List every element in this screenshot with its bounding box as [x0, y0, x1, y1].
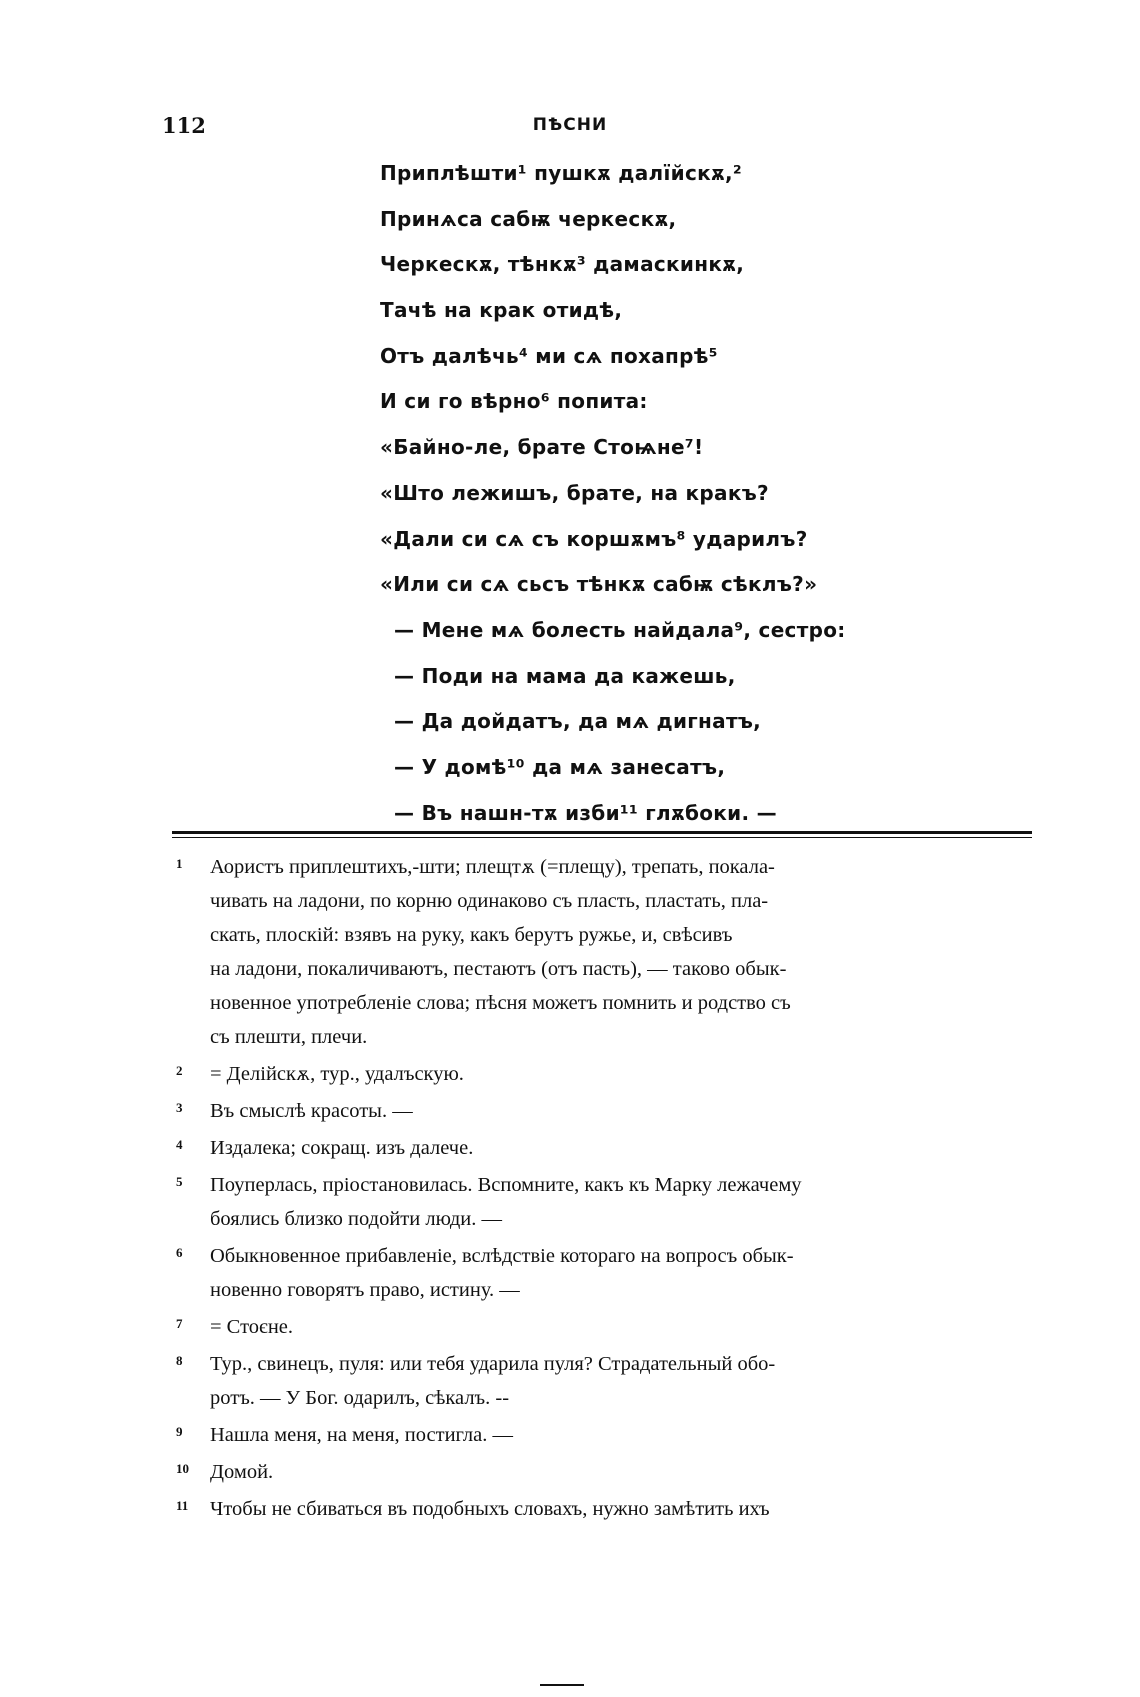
- verse-line: Черкескѫ, тѣнкѫ³ дамаскинкѫ,: [380, 252, 745, 277]
- footnote-number: 7: [176, 1316, 183, 1331]
- footnote-line: съ плешти, плечи.: [210, 1026, 368, 1048]
- footnote-line: ротъ. — У Бог. одарилъ, сѣкалъ. --: [210, 1387, 510, 1409]
- footnote-line: Аористъ приплештихъ,-шти; плещтѫ (=плещу), трепать, покала-: [210, 856, 775, 878]
- verse-line: Тачѣ на крак отидѣ,: [380, 298, 623, 323]
- verse-line: — У домѣ¹⁰ да мѧ занесатъ,: [394, 754, 726, 779]
- verse-block: [380, 153, 1060, 838]
- footnote-number: 2: [176, 1063, 183, 1078]
- verse-line: — Мене мѧ болесть найдала⁹, сестро:: [394, 617, 846, 642]
- footnotes: [172, 850, 1042, 1529]
- footnote-line: Обыкновенное прибавленіе, вслѣдствіе котораго на вопросъ обык-: [210, 1245, 794, 1267]
- footnote: [172, 1094, 1042, 1128]
- footnote-line: Въ смыслѣ красоты. —: [210, 1100, 413, 1122]
- footnote-separator-thin-rule: [172, 837, 1032, 838]
- footnote-line: новенное употребленіе слова; пѣсня можетъ помнить и родство съ: [210, 992, 791, 1014]
- footnote-line: боялись близко подойти люди. —: [210, 1208, 502, 1230]
- verse-line: — Въ нашн-тѫ изби¹¹ глѫбоки. —: [394, 800, 777, 825]
- footnote: [172, 1455, 1042, 1489]
- verse-line: «Байно-ле, брате Стоѩне⁷!: [380, 435, 704, 460]
- footnote-number: 3: [176, 1100, 183, 1115]
- verse-line: «Или си сѧ сьсъ тѣнкѫ сабѭ сѣклъ?»: [380, 572, 818, 597]
- footnote-line: Поуперлась, пріостановилась. Вспомните, какъ къ Марку лежачему: [210, 1174, 802, 1196]
- verse-line: Приплѣшти¹ пушкѫ далїйскѫ,²: [380, 161, 742, 185]
- footnote-line: Тур., свинецъ, пуля: или тебя ударила пуля? Страдательный обо-: [210, 1353, 776, 1375]
- verse-line: «Дали си сѧ съ коршѫмъ⁸ ударилъ?: [380, 526, 808, 551]
- footnote: [172, 1492, 1042, 1526]
- footnote: [172, 1168, 1042, 1236]
- verse-line: И си го вѣрно⁶ попита:: [380, 389, 648, 414]
- verse-line: — Поди на мама да кажешь,: [394, 663, 736, 688]
- footnote-line: Издалека; сокращ. изъ далече.: [210, 1137, 474, 1159]
- footnote: [172, 1418, 1042, 1452]
- footnote: [172, 850, 1042, 1054]
- page-number: 112: [162, 113, 206, 138]
- footnote-line: Нашла меня, на меня, постигла. —: [210, 1424, 513, 1446]
- footnote-separator-rule: [172, 831, 1032, 834]
- footnote: [172, 1310, 1042, 1344]
- footnote: [172, 1347, 1042, 1415]
- footnote-line: = Делійскѫ, тур., удалъскую.: [210, 1063, 464, 1085]
- footnote-line: скать, плоскій: взявъ на руку, какъ берутъ ружье, и, свѣсивъ: [210, 924, 733, 946]
- footnote-number: 6: [176, 1245, 183, 1260]
- footnote-number: 1: [176, 856, 183, 871]
- footnote-number: 8: [176, 1353, 183, 1368]
- footnote: [172, 1131, 1042, 1165]
- verse-line: Принѧса сабѭ черкескѫ,: [380, 206, 677, 231]
- verse-line: «Што лежишъ, брате, на кракъ?: [380, 480, 769, 505]
- footnote: [172, 1057, 1042, 1091]
- footnote-number: 10: [176, 1461, 189, 1476]
- footnote: [172, 1239, 1042, 1307]
- footnote-line: чивать на ладони, по корню одинаково съ пласть, пластать, пла-: [210, 890, 769, 912]
- footnote-line: = Стоєне.: [210, 1316, 294, 1338]
- footnote-number: 5: [176, 1174, 183, 1189]
- page-bottom-mark: [540, 1684, 584, 1686]
- verse-line: — Да дойдатъ, да мѧ дигнатъ,: [394, 709, 762, 734]
- footnote-number: 11: [176, 1498, 189, 1513]
- footnote-line: новенно говорятъ право, истину. —: [210, 1279, 520, 1301]
- footnote-number: 4: [176, 1137, 183, 1152]
- footnote-line: Домой.: [210, 1461, 274, 1483]
- verse-line: Отъ далѣчь⁴ ми сѧ похапрѣ⁵: [380, 343, 718, 368]
- footnote-line: на ладони, покаличиваютъ, пестаютъ (отъ пасть), — таково обык-: [210, 958, 787, 980]
- footnote-number: 9: [176, 1424, 183, 1439]
- footnote-line: Чтобы не сбиваться въ подобныхъ словахъ, нужно замѣтить ихъ: [210, 1498, 770, 1520]
- running-head-title: ПѢСНИ: [532, 115, 608, 135]
